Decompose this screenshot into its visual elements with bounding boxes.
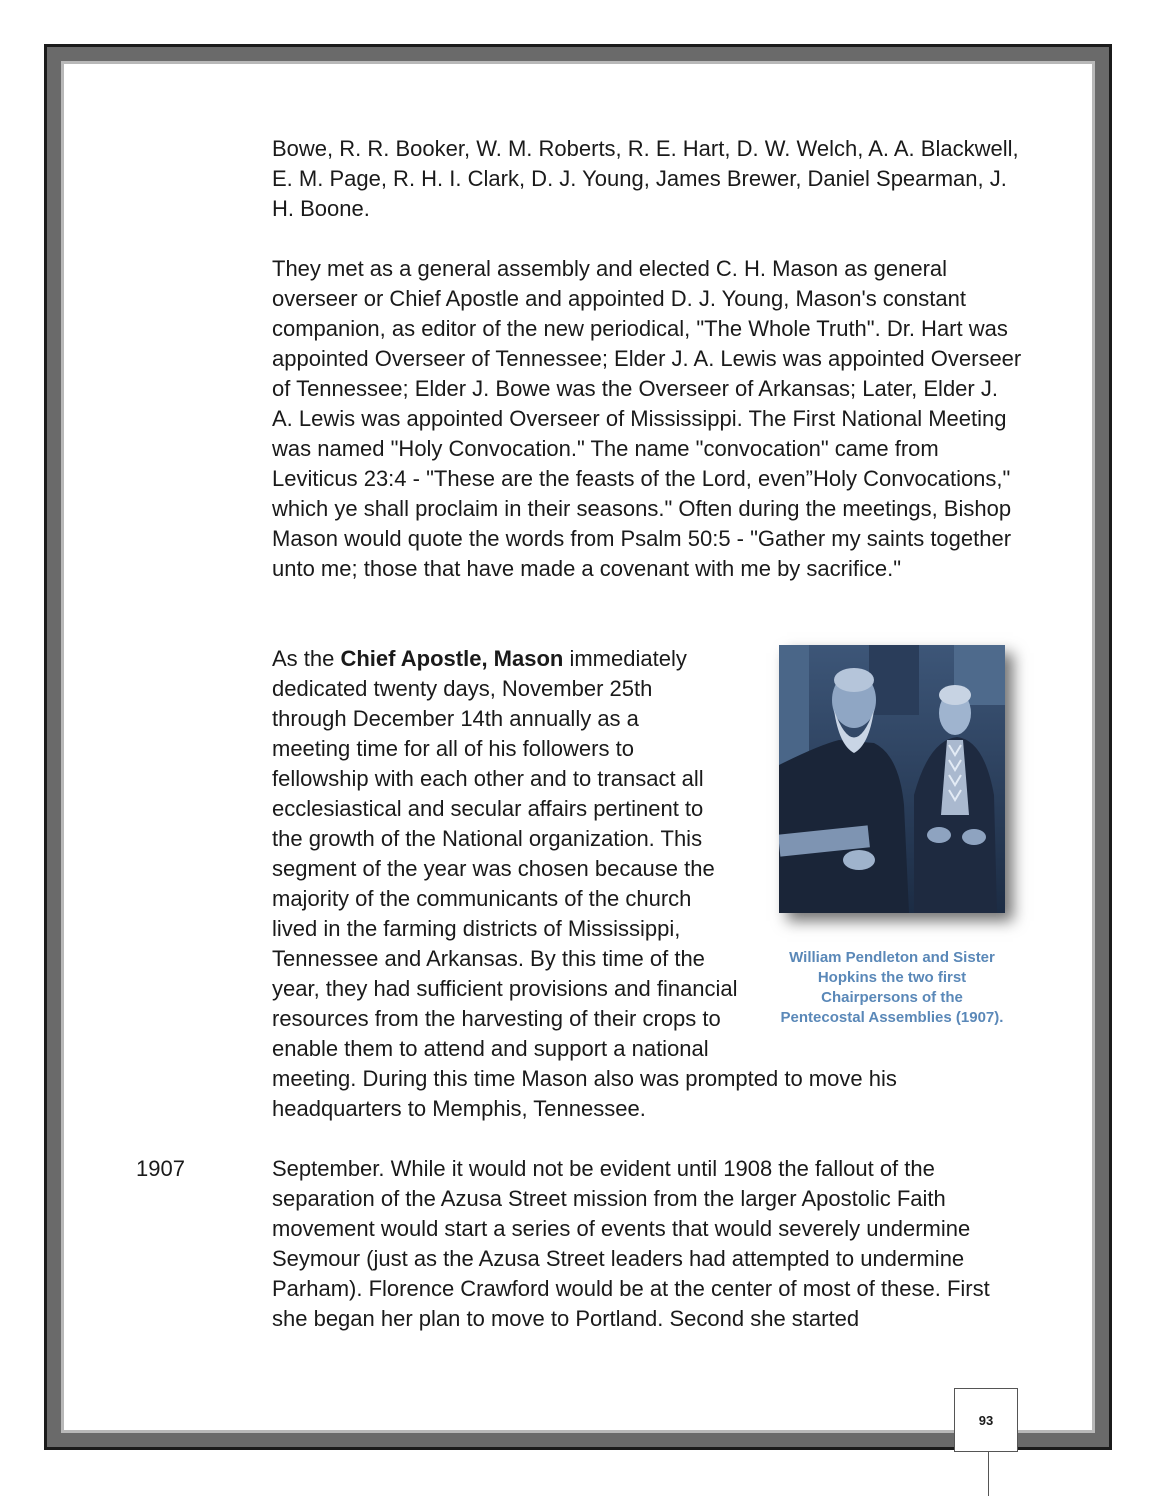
chief-apostle-bold: Chief Apostle, Mason (340, 646, 564, 671)
photo-caption: William Pendleton and Sister Hopkins the two first Chairpersons of the Pentecostal Assemblies (1907). (780, 949, 1004, 1026)
paragraph-september-1907: September. While it would not be evident until 1908 the fallout of the separation of the Azusa Street mission from the larger Apostolic Faith movement would start a series of events that would severely undermine Seymour (just as the Azusa Street leaders had attempted to undermine Parham). Florence Crawford would be at the center of most of these. First she began her plan to move to Portland. Second she started (272, 1156, 990, 1331)
chief-apostle-line: Tennessee and Arkansas. By this time of the (272, 946, 705, 971)
historical-photo (779, 645, 1005, 913)
chief-apostle-intro: As the (272, 646, 341, 671)
chief-apostle-line: ecclesiastical and secular affairs pertinent to (272, 796, 704, 821)
chief-apostle-line: the growth of the National organization. This (272, 826, 703, 851)
page-number: 93 (954, 1388, 1018, 1452)
year-label: 1907 (136, 1156, 185, 1181)
page-number-tab-line (988, 1452, 989, 1496)
paragraph-memphis: meeting. During this time Mason also was prompted to move his headquarters to Memphis, Tennessee. (272, 1066, 897, 1121)
chief-apostle-line: immediately (563, 646, 687, 671)
chief-apostle-line: through December 14th annually as a (272, 706, 639, 731)
chief-apostle-line: resources from the harvesting of their crops to (272, 1006, 721, 1031)
chief-apostle-line: lived in the farming districts of Mississippi, (272, 916, 681, 941)
chief-apostle-line: meeting time for all of his followers to (272, 736, 634, 761)
chief-apostle-line: dedicated twenty days, November 25th (272, 676, 653, 701)
chief-apostle-line: year, they had sufficient provisions and financial (272, 976, 738, 1001)
paragraph-general-assembly: They met as a general assembly and elected C. H. Mason as general overseer or Chief Apostle and appointed D. J. Young, Mason's constant companion, as editor of the new periodical, "The Whole Truth". Dr. Hart was appointed Overseer of Tennessee; Elder J. A. Lewis was appointed Overseer of Tennessee; Elder J. Bowe was the Overseer of Arkansas; Later, Elder J. A. Lewis was appointed Overseer of Mississippi. The First National Meeting was named "Holy Convocation." The name "convocation" came from Leviticus 23:4 - "These are the feasts of the Lord, even”Holy Convocations," which ye shall proclaim in their seasons." Often during the meetings, Bishop Mason would quote the words from Psalm 50:5 - "Gather my saints together unto me; those that have made a covenant with me by sacrifice." (272, 256, 1022, 581)
chief-apostle-line: majority of the communicants of the church (272, 886, 692, 911)
chief-apostle-line: enable them to attend and support a national (272, 1036, 709, 1061)
paragraph-names-list: Bowe, R. R. Booker, W. M. Roberts, R. E. Hart, D. W. Welch, A. A. Blackwell, E. M. Page, R. H. I. Clark, D. J. Young, James Brewer, Daniel Spearman, J. H. Boone. (272, 136, 1019, 221)
chief-apostle-line: fellowship with each other and to transact all (272, 766, 704, 791)
chief-apostle-line: segment of the year was chosen because the (272, 856, 715, 881)
